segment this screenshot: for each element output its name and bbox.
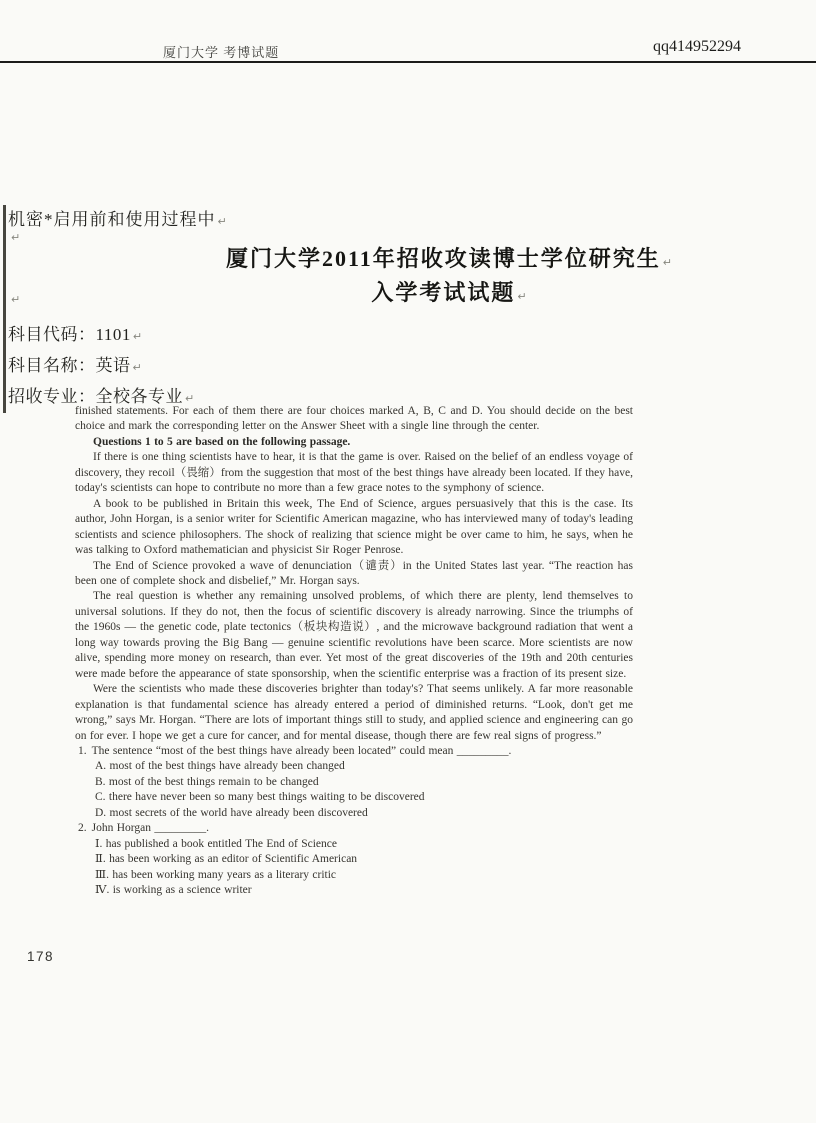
exam-body [75,404,633,899]
paragraph-mark-icon: ↵ [132,330,143,343]
meta-subject-code [8,320,143,345]
question-1-stem [75,744,633,759]
question-number: 1. [78,744,87,757]
header-right-text: qq414952294 [653,38,741,55]
passage-paragraph: The End of Science provoked a wave of denunciation（谴责）in the United States last year. “The reaction has been one of complete shock and disbelief,” Mr. Horgan says. [75,559,633,587]
question-number: 2. [78,822,87,835]
paragraph-mark-icon: ↵ [662,256,674,269]
passage-paragraph: The real question is whether any remaining unsolved problems, of which there are plenty, lend themselves to universal solutions. If they do not, then the focus of scientific discovery is already narrowing. Since the triumphs of the 1960s — the genetic code, plate tectonics（板块构造说）, and the microwave background radiation that went a long way towards proving the Big Bang — genuine scientific revolutions have been scarce. More scientists are now alive, spending more money on research, than ever. Yet most of the great discoveries of the 19th and 20th centuries were made before the appearance of state sponsorship, when the scientific enterprise was a fraction of its present size. [75,590,633,680]
exam-title-line-1-text: 厦门大学2011年招收攻读博士学位研究生 [225,246,661,271]
question-1-option-a: A. most of the best things have already been changed [95,760,345,773]
meta-subject-name-text: 科目名称：英语 [8,356,131,375]
question-2-option-4: Ⅳ. is working as a science writer [95,884,252,897]
paragraph-mark-icon: ↵ [517,290,529,303]
exam-title-line-2 [140,278,760,312]
question-1 [75,744,633,821]
question-stem-text: John Horgan _________. [91,822,210,835]
confidential-notice [8,205,228,230]
question-2-option-2: Ⅱ. has been working as an editor of Scientific American [95,853,358,866]
paragraph-mark-icon: ↵ [217,215,228,228]
meta-subject-code-text: 科目代码：1101 [8,325,131,344]
left-margin-bar [3,205,6,413]
question-2-option-1: Ⅰ. has published a book entitled The End of Science [95,837,337,850]
question-1-option-d: D. most secrets of the world have already been discovered [95,806,368,819]
exam-title [140,244,760,312]
question-stem-text: The sentence “most of the best things have already been located” could mean _________. [91,744,512,757]
passage-paragraph: Were the scientists who made these discoveries brighter than today's? That seems unlikely. A far more reasonable explanation is that fundamental science has already entered a period of diminished returns. “Look, don't get me wrong,” says Mr. Horgan. “There are lots of important things still to study, and applied science and engineering can go on for ever. I hope we get a cure for cancer, and for mental disease, though there are few real signs of progress.” [75,683,633,742]
paragraph-mark-icon: ↵ [132,361,143,374]
question-2 [75,821,633,898]
question-1-option-c: C. there have never been so many best things waiting to be discovered [95,791,425,804]
page-number: 178 [27,949,55,964]
question-2-option-3: Ⅲ. has been working many years as a literary critic [95,868,337,881]
header-rule [0,61,816,63]
passage-heading: Questions 1 to 5 are based on the following passage. [93,435,351,448]
meta-subject-name [8,351,142,376]
passage-paragraph: If there is one thing scientists have to hear, it is that the game is over. Raised on the belief of an endless voyage of discovery, they recoil（畏缩）from the suggestion that most of the best things have already been located. If they have, today's scientists can hope to contribute no more than a few grace notes to the symphony of science. [75,451,633,495]
directions-continuation: finished statements. For each of them there are four choices marked A, B, C and D. You should decide on the best choice and mark the corresponding letter on the Answer Sheet with a single line through the center. [75,405,633,433]
confidential-notice-text: 机密*启用前和使用过程中 [8,210,216,229]
question-2-stem [75,821,633,836]
paragraph-mark-icon: ↵ [11,231,21,244]
meta-majors-text: 招收专业：全校各专业 [8,387,183,406]
passage-paragraph: A book to be published in Britain this week, The End of Science, argues persuasively that this is the case. Its author, John Horgan, is a senior writer for Scientific American magazine, who has interviewed many of today's leading scientists and science philosophers. The shock of realizing that science might be over came to him, he says, when he was talking to Oxford mathematician and physicist Sir Roger Penrose. [75,497,633,557]
paragraph-mark-icon: ↵ [185,392,195,405]
paragraph-mark-icon: ↵ [11,293,21,306]
exam-title-line-1 [140,244,760,278]
exam-title-line-2-text: 入学考试试题 [371,280,516,305]
question-1-option-b: B. most of the best things remain to be changed [95,775,319,788]
header-left-text: 厦门大学 考博试题 [163,45,280,60]
